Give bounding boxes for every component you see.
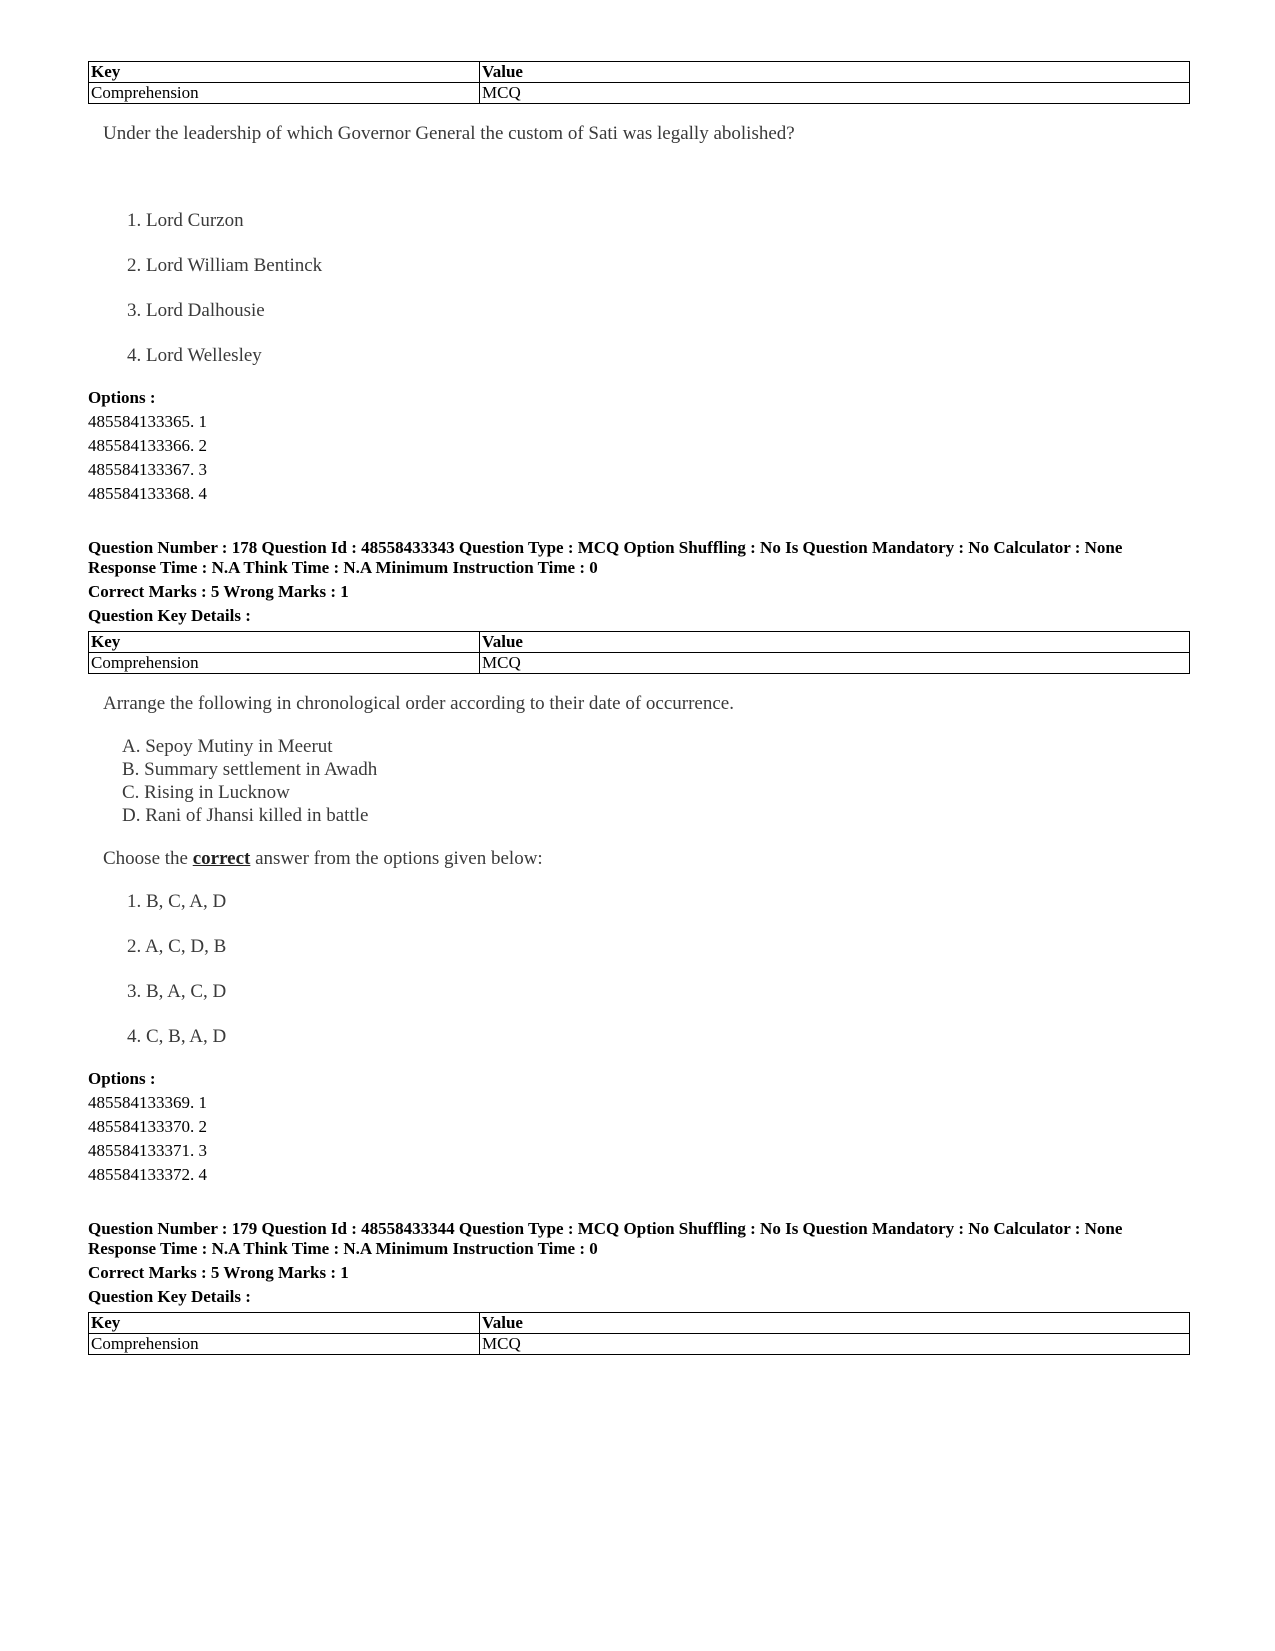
answer-choice: 1. Lord Curzon — [127, 210, 244, 231]
option-item: 485584133369. 1 — [88, 1093, 207, 1112]
options-label: Options : — [88, 388, 156, 407]
question-timing: Response Time : N.A Think Time : N.A Minimum Instruction Time : 0 — [88, 1239, 598, 1258]
table-header-row — [89, 62, 1190, 83]
table-cell-value: MCQ — [480, 1334, 1190, 1355]
question-key-table — [88, 631, 1190, 674]
instruction-pre: Choose the — [103, 848, 193, 869]
answer-choice: 4. Lord Wellesley — [127, 345, 262, 366]
table-header-value: Value — [480, 62, 1190, 83]
table-header-key: Key — [89, 62, 480, 83]
table-cell-value: MCQ — [480, 83, 1190, 104]
option-item: 485584133368. 4 — [88, 484, 207, 503]
options-label: Options : — [88, 1069, 156, 1088]
option-item: 485584133370. 2 — [88, 1117, 207, 1136]
instruction-emphasis: correct — [192, 848, 251, 869]
answer-choice: 2. Lord William Bentinck — [127, 255, 323, 276]
answer-choice: 1. B, C, A, D — [127, 891, 227, 912]
table-row — [89, 1334, 1190, 1355]
option-item: 485584133371. 3 — [88, 1141, 207, 1160]
statement-item: C. Rising in Lucknow — [122, 782, 290, 803]
question-meta: Question Number : 178 Question Id : 48558433343 Question Type : MCQ Option Shuffling : No Is Question Mandatory : No Calculator : None — [88, 538, 1123, 557]
table-header-key: Key — [89, 632, 480, 653]
answer-choice: 2. A, C, D, B — [127, 936, 227, 957]
question-text: Under the leadership of which Governor General the custom of Sati was legally abolished? — [103, 123, 795, 144]
question-meta: Question Number : 179 Question Id : 48558433344 Question Type : MCQ Option Shuffling : No Is Question Mandatory : No Calculator : None — [88, 1219, 1123, 1238]
question-key-table — [88, 61, 1190, 104]
answer-choice: 3. Lord Dalhousie — [127, 300, 265, 321]
answer-choice: 4. C, B, A, D — [127, 1026, 227, 1047]
table-cell-value: MCQ — [480, 653, 1190, 674]
table-cell-key: Comprehension — [89, 1334, 480, 1355]
table-header-row — [89, 1313, 1190, 1334]
answer-choice: 3. B, A, C, D — [127, 981, 227, 1002]
statement-item: A. Sepoy Mutiny in Meerut — [122, 736, 333, 757]
option-item: 485584133367. 3 — [88, 460, 207, 479]
table-header-value: Value — [480, 632, 1190, 653]
table-row — [89, 653, 1190, 674]
table-cell-key: Comprehension — [89, 83, 480, 104]
table-cell-key: Comprehension — [89, 653, 480, 674]
table-header-value: Value — [480, 1313, 1190, 1334]
key-details-label: Question Key Details : — [88, 1287, 251, 1306]
statement-item: B. Summary settlement in Awadh — [122, 759, 378, 780]
table-header-key: Key — [89, 1313, 480, 1334]
key-details-label: Question Key Details : — [88, 606, 251, 625]
instruction-post: answer from the options given below: — [250, 848, 543, 869]
question-marks: Correct Marks : 5 Wrong Marks : 1 — [88, 582, 349, 601]
table-row — [89, 83, 1190, 104]
table-header-row — [89, 632, 1190, 653]
statement-item: D. Rani of Jhansi killed in battle — [122, 805, 369, 826]
option-item: 485584133366. 2 — [88, 436, 207, 455]
question-timing: Response Time : N.A Think Time : N.A Minimum Instruction Time : 0 — [88, 558, 598, 577]
instruction-text — [103, 848, 543, 870]
option-item: 485584133372. 4 — [88, 1165, 207, 1184]
question-marks: Correct Marks : 5 Wrong Marks : 1 — [88, 1263, 349, 1282]
question-text: Arrange the following in chronological order according to their date of occurrence. — [103, 693, 734, 714]
question-key-table — [88, 1312, 1190, 1355]
option-item: 485584133365. 1 — [88, 412, 207, 431]
